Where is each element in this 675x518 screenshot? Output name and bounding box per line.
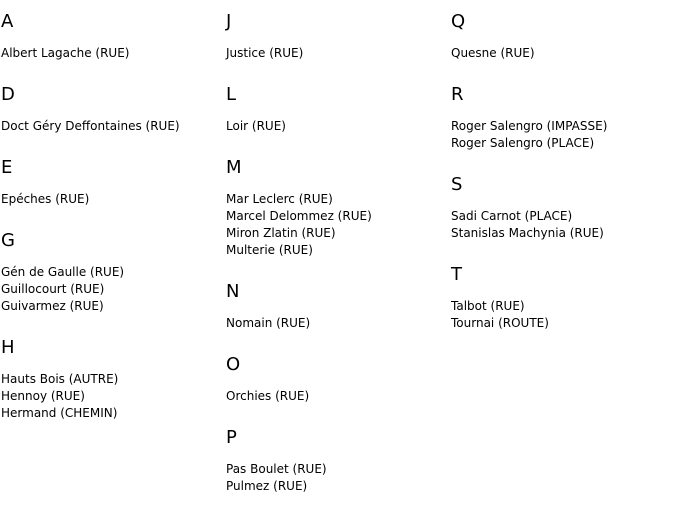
street-name: Pas Boulet (RUE): [226, 462, 327, 476]
street-name: Hennoy (RUE): [1, 389, 85, 403]
letter-heading: H: [1, 337, 15, 358]
street-name: Gén de Gaulle (RUE): [1, 265, 125, 279]
street-name: Roger Salengro (IMPASSE): [451, 119, 608, 133]
letter-group: [226, 158, 448, 259]
letter-heading: D: [1, 84, 15, 105]
street-name: Tournai (ROUTE): [451, 316, 549, 330]
letter-group: [226, 12, 448, 62]
street-name: Talbot (RUE): [451, 299, 525, 313]
street-name: Hermand (CHEMIN): [1, 406, 118, 420]
street-name: Miron Zlatin (RUE): [226, 226, 336, 240]
street-list: [1, 371, 223, 422]
letter-heading: P: [226, 427, 237, 448]
letter-heading: L: [226, 84, 237, 105]
street-name: Doct Géry Deffontaines (RUE): [1, 119, 180, 133]
street-list: [1, 191, 223, 208]
street-list: [451, 45, 673, 62]
street-list: [451, 298, 673, 332]
street-list: [226, 118, 448, 135]
street-index-column: [451, 12, 673, 355]
letter-heading: G: [1, 230, 15, 251]
street-name: Roger Salengro (PLACE): [451, 136, 595, 150]
street-name: Guivarmez (RUE): [1, 299, 104, 313]
street-name: Orchies (RUE): [226, 389, 310, 403]
letter-group: [451, 265, 673, 332]
letter-heading: Q: [451, 11, 466, 32]
street-name: Epéches (RUE): [1, 192, 90, 206]
street-name: Guillocourt (RUE): [1, 282, 105, 296]
street-list: [226, 191, 448, 259]
street-list: [226, 388, 448, 405]
street-list: [226, 461, 448, 495]
street-name: Hauts Bois (AUTRE): [1, 372, 119, 386]
street-list: [226, 315, 448, 332]
street-name: Quesne (RUE): [451, 46, 535, 60]
street-list: [451, 208, 673, 242]
letter-group: [1, 85, 223, 135]
letter-group: [226, 282, 448, 332]
street-list: [451, 118, 673, 152]
street-name: Sadi Carnot (PLACE): [451, 209, 573, 223]
letter-group: [226, 85, 448, 135]
street-list: [1, 264, 223, 315]
letter-group: [451, 85, 673, 152]
letter-heading: N: [226, 281, 240, 302]
letter-group: [226, 355, 448, 405]
letter-group: [1, 231, 223, 315]
letter-group: [451, 175, 673, 242]
street-name: Albert Lagache (RUE): [1, 46, 130, 60]
letter-heading: E: [1, 157, 13, 178]
street-list: [1, 118, 223, 135]
street-name: Justice (RUE): [226, 46, 304, 60]
letter-group: [1, 338, 223, 422]
street-name: Marcel Delommez (RUE): [226, 209, 372, 223]
letter-group: [451, 12, 673, 62]
letter-heading: M: [226, 157, 242, 178]
street-name: Multerie (RUE): [226, 243, 313, 257]
street-name: Nomain (RUE): [226, 316, 311, 330]
letter-heading: T: [451, 264, 462, 285]
street-name: Pulmez (RUE): [226, 479, 308, 493]
letter-group: [226, 428, 448, 495]
street-list: [226, 45, 448, 62]
letter-heading: J: [226, 11, 232, 32]
street-index-column: [1, 12, 223, 445]
street-name: Loir (RUE): [226, 119, 286, 133]
letter-heading: A: [1, 11, 14, 32]
letter-group: [1, 12, 223, 62]
street-name: Mar Leclerc (RUE): [226, 192, 333, 206]
letter-group: [1, 158, 223, 208]
letter-heading: S: [451, 174, 463, 195]
letter-heading: O: [226, 354, 241, 375]
letter-heading: R: [451, 84, 464, 105]
street-name: Stanislas Machynia (RUE): [451, 226, 604, 240]
street-list: [1, 45, 223, 62]
street-index-column: [226, 12, 448, 518]
